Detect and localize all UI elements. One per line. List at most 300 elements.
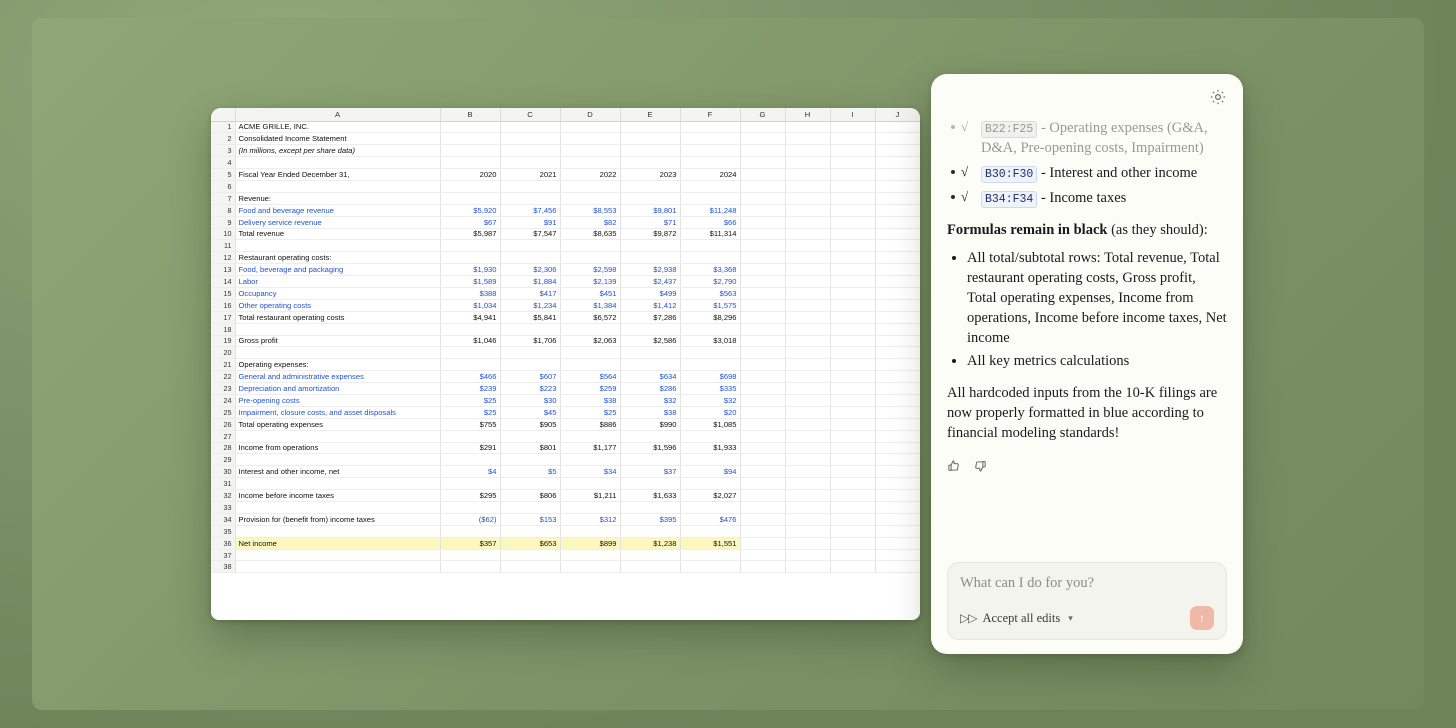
table-row[interactable]	[211, 121, 920, 133]
cell-empty[interactable]	[740, 240, 785, 252]
cell-value[interactable]: $653	[500, 537, 560, 549]
cell-empty[interactable]	[875, 430, 920, 442]
cell-value[interactable]: 2021	[500, 169, 560, 181]
cell-empty[interactable]	[875, 549, 920, 561]
cell-empty[interactable]	[740, 157, 785, 169]
cell-empty[interactable]	[740, 430, 785, 442]
row-header-16[interactable]: 16	[211, 299, 235, 311]
cell-label[interactable]: Food and beverage revenue	[235, 204, 440, 216]
cell-value[interactable]: $9,872	[620, 228, 680, 240]
cell-value[interactable]	[680, 240, 740, 252]
cell-value[interactable]: $34	[560, 466, 620, 478]
cell-value[interactable]: $466	[440, 371, 500, 383]
table-row[interactable]	[211, 454, 920, 466]
cell-value[interactable]: $990	[620, 418, 680, 430]
cell-empty[interactable]	[740, 513, 785, 525]
cell-empty[interactable]	[830, 466, 875, 478]
cell-value[interactable]: $451	[560, 287, 620, 299]
cell-value[interactable]: $91	[500, 216, 560, 228]
cell-value[interactable]: $1,046	[440, 335, 500, 347]
gear-icon[interactable]	[1209, 88, 1227, 106]
cell-value[interactable]	[500, 323, 560, 335]
cell-value[interactable]: $1,596	[620, 442, 680, 454]
cell-value[interactable]	[440, 525, 500, 537]
cell-empty[interactable]	[875, 371, 920, 383]
cell-value[interactable]	[560, 323, 620, 335]
cell-value[interactable]	[440, 192, 500, 204]
cell-empty[interactable]	[785, 157, 830, 169]
cell-value[interactable]: $2,790	[680, 276, 740, 288]
cell-value[interactable]: $38	[560, 394, 620, 406]
cell-value[interactable]: $698	[680, 371, 740, 383]
cell-empty[interactable]	[830, 299, 875, 311]
cell-empty[interactable]	[875, 157, 920, 169]
cell-value[interactable]: $1,177	[560, 442, 620, 454]
cell-value[interactable]	[680, 192, 740, 204]
cell-value[interactable]: $153	[500, 513, 560, 525]
cell-value[interactable]	[620, 252, 680, 264]
cell-value[interactable]: $38	[620, 406, 680, 418]
cell-empty[interactable]	[785, 264, 830, 276]
cell-empty[interactable]	[785, 525, 830, 537]
cell-value[interactable]	[560, 359, 620, 371]
cell-label[interactable]	[235, 454, 440, 466]
cell-value[interactable]: 2022	[560, 169, 620, 181]
table-row[interactable]	[211, 359, 920, 371]
cell-empty[interactable]	[785, 442, 830, 454]
cell-value[interactable]	[620, 525, 680, 537]
cell-value[interactable]: $1,575	[680, 299, 740, 311]
cell-label[interactable]	[235, 430, 440, 442]
cell-label[interactable]	[235, 180, 440, 192]
cell-label[interactable]	[235, 157, 440, 169]
table-row[interactable]	[211, 240, 920, 252]
cell-value[interactable]	[620, 240, 680, 252]
cell-empty[interactable]	[740, 394, 785, 406]
prompt-input[interactable]: What can I do for you?	[960, 575, 1095, 591]
row-header-17[interactable]: 17	[211, 311, 235, 323]
cell-value[interactable]: $5,987	[440, 228, 500, 240]
cell-empty[interactable]	[785, 169, 830, 181]
cell-value[interactable]: $417	[500, 287, 560, 299]
cell-value[interactable]: $7,456	[500, 204, 560, 216]
cell-empty[interactable]	[875, 287, 920, 299]
column-header-j[interactable]: J	[875, 108, 920, 121]
cell-value[interactable]: $67	[440, 216, 500, 228]
table-row[interactable]	[211, 537, 920, 549]
row-header-35[interactable]: 35	[211, 525, 235, 537]
spreadsheet-grid-container[interactable]	[211, 108, 920, 620]
cell-empty[interactable]	[740, 454, 785, 466]
table-row[interactable]	[211, 502, 920, 514]
cell-empty[interactable]	[740, 418, 785, 430]
cell-value[interactable]	[560, 561, 620, 573]
cell-value[interactable]	[500, 525, 560, 537]
cell-value[interactable]	[620, 145, 680, 157]
column-header-e[interactable]: E	[620, 108, 680, 121]
cell-label[interactable]	[235, 347, 440, 359]
cell-value[interactable]	[620, 359, 680, 371]
cell-empty[interactable]	[830, 442, 875, 454]
cell-label[interactable]: Revenue:	[235, 192, 440, 204]
row-header-25[interactable]: 25	[211, 406, 235, 418]
cell-value[interactable]: $905	[500, 418, 560, 430]
cell-empty[interactable]	[875, 252, 920, 264]
cell-empty[interactable]	[740, 383, 785, 395]
table-row[interactable]	[211, 204, 920, 216]
accept-all-edits-button[interactable]	[960, 611, 1073, 626]
cell-label[interactable]: Consolidated Income Statement	[235, 133, 440, 145]
cell-label[interactable]	[235, 561, 440, 573]
cell-value[interactable]	[680, 145, 740, 157]
cell-empty[interactable]	[740, 371, 785, 383]
table-row[interactable]	[211, 394, 920, 406]
cell-empty[interactable]	[875, 240, 920, 252]
row-header-23[interactable]: 23	[211, 383, 235, 395]
cell-value[interactable]: $37	[620, 466, 680, 478]
cell-value[interactable]	[560, 454, 620, 466]
cell-value[interactable]: $6,572	[560, 311, 620, 323]
cell-empty[interactable]	[785, 502, 830, 514]
cell-empty[interactable]	[875, 311, 920, 323]
row-header-28[interactable]: 28	[211, 442, 235, 454]
cell-empty[interactable]	[830, 133, 875, 145]
row-header-36[interactable]: 36	[211, 537, 235, 549]
cell-value[interactable]	[620, 347, 680, 359]
chevron-down-icon[interactable]: ▾	[1068, 612, 1073, 623]
cell-value[interactable]: $2,306	[500, 264, 560, 276]
cell-value[interactable]: $357	[440, 537, 500, 549]
cell-value[interactable]	[680, 430, 740, 442]
cell-empty[interactable]	[875, 323, 920, 335]
cell-empty[interactable]	[875, 466, 920, 478]
cell-empty[interactable]	[830, 478, 875, 490]
cell-value[interactable]: $286	[620, 383, 680, 395]
cell-value[interactable]	[620, 192, 680, 204]
cell-empty[interactable]	[830, 359, 875, 371]
cell-empty[interactable]	[785, 454, 830, 466]
thumbs-up-icon[interactable]	[947, 459, 961, 479]
cell-value[interactable]: $499	[620, 287, 680, 299]
cell-empty[interactable]	[785, 513, 830, 525]
cell-label[interactable]	[235, 323, 440, 335]
cell-empty[interactable]	[830, 145, 875, 157]
cell-value[interactable]	[500, 430, 560, 442]
cell-empty[interactable]	[785, 359, 830, 371]
cell-value[interactable]: $4,941	[440, 311, 500, 323]
cell-value[interactable]: $806	[500, 490, 560, 502]
cell-empty[interactable]	[785, 121, 830, 133]
row-header-20[interactable]: 20	[211, 347, 235, 359]
cell-empty[interactable]	[830, 513, 875, 525]
cell-value[interactable]	[440, 121, 500, 133]
cell-label[interactable]: Total revenue	[235, 228, 440, 240]
cell-value[interactable]: 2020	[440, 169, 500, 181]
table-row[interactable]	[211, 287, 920, 299]
cell-value[interactable]	[440, 347, 500, 359]
cell-value[interactable]	[620, 561, 680, 573]
cell-label[interactable]: (In millions, except per share data)	[235, 145, 440, 157]
cell-value[interactable]	[620, 323, 680, 335]
cell-value[interactable]	[680, 549, 740, 561]
cell-empty[interactable]	[785, 561, 830, 573]
cell-empty[interactable]	[875, 264, 920, 276]
cell-value[interactable]	[560, 549, 620, 561]
cell-empty[interactable]	[785, 311, 830, 323]
cell-empty[interactable]	[740, 264, 785, 276]
cell-empty[interactable]	[740, 121, 785, 133]
table-row[interactable]	[211, 371, 920, 383]
table-row[interactable]	[211, 335, 920, 347]
cell-empty[interactable]	[740, 335, 785, 347]
column-header-a[interactable]: A	[235, 108, 440, 121]
cell-value[interactable]: $25	[440, 394, 500, 406]
cell-empty[interactable]	[830, 525, 875, 537]
cell-empty[interactable]	[785, 204, 830, 216]
cell-empty[interactable]	[785, 240, 830, 252]
table-row[interactable]	[211, 561, 920, 573]
row-header-29[interactable]: 29	[211, 454, 235, 466]
cell-empty[interactable]	[785, 478, 830, 490]
row-header-1[interactable]: 1	[211, 121, 235, 133]
cell-empty[interactable]	[740, 180, 785, 192]
cell-empty[interactable]	[785, 287, 830, 299]
cell-label[interactable]	[235, 478, 440, 490]
cell-value[interactable]	[500, 502, 560, 514]
cell-value[interactable]: 2023	[620, 169, 680, 181]
cell-value[interactable]: ($62)	[440, 513, 500, 525]
cell-value[interactable]: $2,027	[680, 490, 740, 502]
cell-empty[interactable]	[740, 490, 785, 502]
cell-value[interactable]: $239	[440, 383, 500, 395]
cell-value[interactable]	[440, 502, 500, 514]
cell-value[interactable]	[500, 549, 560, 561]
table-row[interactable]	[211, 347, 920, 359]
cell-label[interactable]: Interest and other income, net	[235, 466, 440, 478]
cell-empty[interactable]	[740, 406, 785, 418]
cell-empty[interactable]	[830, 502, 875, 514]
cell-empty[interactable]	[830, 561, 875, 573]
cell-value[interactable]	[440, 454, 500, 466]
cell-value[interactable]	[680, 133, 740, 145]
cell-value[interactable]	[560, 157, 620, 169]
cell-empty[interactable]	[830, 121, 875, 133]
cell-value[interactable]: $295	[440, 490, 500, 502]
cell-value[interactable]: $66	[680, 216, 740, 228]
column-header-i[interactable]: I	[830, 108, 875, 121]
row-header-30[interactable]: 30	[211, 466, 235, 478]
cell-value[interactable]: $3,368	[680, 264, 740, 276]
cell-value[interactable]: $32	[620, 394, 680, 406]
cell-value[interactable]: $563	[680, 287, 740, 299]
cell-empty[interactable]	[830, 430, 875, 442]
cell-value[interactable]	[560, 240, 620, 252]
thumbs-down-icon[interactable]	[973, 459, 987, 479]
cell-value[interactable]	[500, 347, 560, 359]
table-row[interactable]	[211, 513, 920, 525]
table-row[interactable]	[211, 169, 920, 181]
cell-label[interactable]: Provision for (benefit from) income taxes	[235, 513, 440, 525]
table-row[interactable]	[211, 180, 920, 192]
cell-value[interactable]: $8,553	[560, 204, 620, 216]
row-header-24[interactable]: 24	[211, 394, 235, 406]
row-header-8[interactable]: 8	[211, 204, 235, 216]
cell-empty[interactable]	[785, 252, 830, 264]
cell-empty[interactable]	[875, 133, 920, 145]
row-header-34[interactable]: 34	[211, 513, 235, 525]
table-row[interactable]	[211, 466, 920, 478]
cell-empty[interactable]	[830, 157, 875, 169]
cell-empty[interactable]	[830, 406, 875, 418]
cell-value[interactable]: $94	[680, 466, 740, 478]
cell-value[interactable]: $755	[440, 418, 500, 430]
cell-empty[interactable]	[875, 299, 920, 311]
cell-empty[interactable]	[785, 490, 830, 502]
cell-value[interactable]	[560, 133, 620, 145]
cell-value[interactable]	[560, 121, 620, 133]
cell-empty[interactable]	[785, 549, 830, 561]
cell-value[interactable]	[560, 525, 620, 537]
cell-empty[interactable]	[875, 228, 920, 240]
cell-value[interactable]	[560, 145, 620, 157]
cell-value[interactable]	[440, 133, 500, 145]
cell-value[interactable]	[440, 252, 500, 264]
cell-label[interactable]: Pre-opening costs	[235, 394, 440, 406]
row-header-6[interactable]: 6	[211, 180, 235, 192]
cell-empty[interactable]	[875, 394, 920, 406]
cell-value[interactable]: $25	[440, 406, 500, 418]
cell-empty[interactable]	[875, 145, 920, 157]
cell-value[interactable]: $11,314	[680, 228, 740, 240]
row-header-2[interactable]: 2	[211, 133, 235, 145]
cell-value[interactable]	[680, 323, 740, 335]
cell-value[interactable]	[620, 549, 680, 561]
row-header-10[interactable]: 10	[211, 228, 235, 240]
cell-value[interactable]	[500, 478, 560, 490]
cell-empty[interactable]	[740, 561, 785, 573]
cell-empty[interactable]	[830, 180, 875, 192]
cell-label[interactable]: Total restaurant operating costs	[235, 311, 440, 323]
cell-empty[interactable]	[785, 430, 830, 442]
cell-value[interactable]: $1,085	[680, 418, 740, 430]
table-row[interactable]	[211, 478, 920, 490]
table-row[interactable]	[211, 264, 920, 276]
cell-value[interactable]: $8,635	[560, 228, 620, 240]
cell-empty[interactable]	[785, 145, 830, 157]
row-header-27[interactable]: 27	[211, 430, 235, 442]
cell-value[interactable]	[620, 133, 680, 145]
cell-value[interactable]	[560, 502, 620, 514]
cell-value[interactable]	[680, 454, 740, 466]
cell-empty[interactable]	[740, 204, 785, 216]
cell-value[interactable]: $291	[440, 442, 500, 454]
cell-value[interactable]: $1,933	[680, 442, 740, 454]
spreadsheet-grid[interactable]	[211, 108, 920, 573]
cell-label[interactable]	[235, 502, 440, 514]
table-row[interactable]	[211, 216, 920, 228]
cell-empty[interactable]	[785, 418, 830, 430]
cell-label[interactable]: Delivery service revenue	[235, 216, 440, 228]
cell-value[interactable]: $7,286	[620, 311, 680, 323]
cell-empty[interactable]	[785, 466, 830, 478]
cell-value[interactable]: $886	[560, 418, 620, 430]
cell-value[interactable]	[620, 454, 680, 466]
cell-empty[interactable]	[875, 335, 920, 347]
cell-empty[interactable]	[875, 454, 920, 466]
cell-value[interactable]: $1,706	[500, 335, 560, 347]
cell-empty[interactable]	[740, 549, 785, 561]
row-header-12[interactable]: 12	[211, 252, 235, 264]
cell-value[interactable]: $25	[560, 406, 620, 418]
cell-value[interactable]: $1,633	[620, 490, 680, 502]
cell-value[interactable]	[500, 133, 560, 145]
cell-value[interactable]	[440, 157, 500, 169]
column-header-b[interactable]: B	[440, 108, 500, 121]
cell-empty[interactable]	[785, 323, 830, 335]
cell-empty[interactable]	[875, 121, 920, 133]
cell-value[interactable]	[440, 430, 500, 442]
cell-label[interactable]: Food, beverage and packaging	[235, 264, 440, 276]
cell-value[interactable]	[440, 359, 500, 371]
row-header-32[interactable]: 32	[211, 490, 235, 502]
cell-empty[interactable]	[740, 133, 785, 145]
column-header-f[interactable]: F	[680, 108, 740, 121]
row-header-14[interactable]: 14	[211, 276, 235, 288]
cell-value[interactable]	[560, 192, 620, 204]
table-row[interactable]	[211, 430, 920, 442]
cell-empty[interactable]	[740, 192, 785, 204]
cell-value[interactable]	[500, 192, 560, 204]
cell-empty[interactable]	[830, 454, 875, 466]
cell-label[interactable]: Income before income taxes	[235, 490, 440, 502]
assistant-composer[interactable]	[947, 562, 1227, 640]
cell-value[interactable]: $71	[620, 216, 680, 228]
cell-empty[interactable]	[875, 490, 920, 502]
cell-empty[interactable]	[740, 478, 785, 490]
cell-label[interactable]: Restaurant operating costs:	[235, 252, 440, 264]
cell-value[interactable]	[440, 478, 500, 490]
cell-value[interactable]: $1,930	[440, 264, 500, 276]
cell-empty[interactable]	[785, 347, 830, 359]
cell-value[interactable]: $395	[620, 513, 680, 525]
cell-empty[interactable]	[875, 180, 920, 192]
column-header-c[interactable]: C	[500, 108, 560, 121]
cell-empty[interactable]	[875, 513, 920, 525]
cell-value[interactable]	[620, 478, 680, 490]
cell-value[interactable]	[440, 180, 500, 192]
cell-value[interactable]	[620, 180, 680, 192]
cell-label[interactable]: Impairment, closure costs, and asset disposals	[235, 406, 440, 418]
cell-value[interactable]	[440, 145, 500, 157]
row-header-26[interactable]: 26	[211, 418, 235, 430]
cell-value[interactable]	[680, 347, 740, 359]
cell-value[interactable]: $2,063	[560, 335, 620, 347]
cell-value[interactable]	[620, 502, 680, 514]
column-header-d[interactable]: D	[560, 108, 620, 121]
cell-empty[interactable]	[740, 287, 785, 299]
cell-empty[interactable]	[740, 311, 785, 323]
cell-value[interactable]	[500, 359, 560, 371]
cell-empty[interactable]	[740, 228, 785, 240]
column-header-g[interactable]: G	[740, 108, 785, 121]
cell-value[interactable]	[620, 121, 680, 133]
cell-empty[interactable]	[740, 299, 785, 311]
cell-empty[interactable]	[875, 383, 920, 395]
cell-value[interactable]	[560, 347, 620, 359]
row-header-18[interactable]: 18	[211, 323, 235, 335]
row-header-5[interactable]: 5	[211, 169, 235, 181]
cell-empty[interactable]	[875, 537, 920, 549]
